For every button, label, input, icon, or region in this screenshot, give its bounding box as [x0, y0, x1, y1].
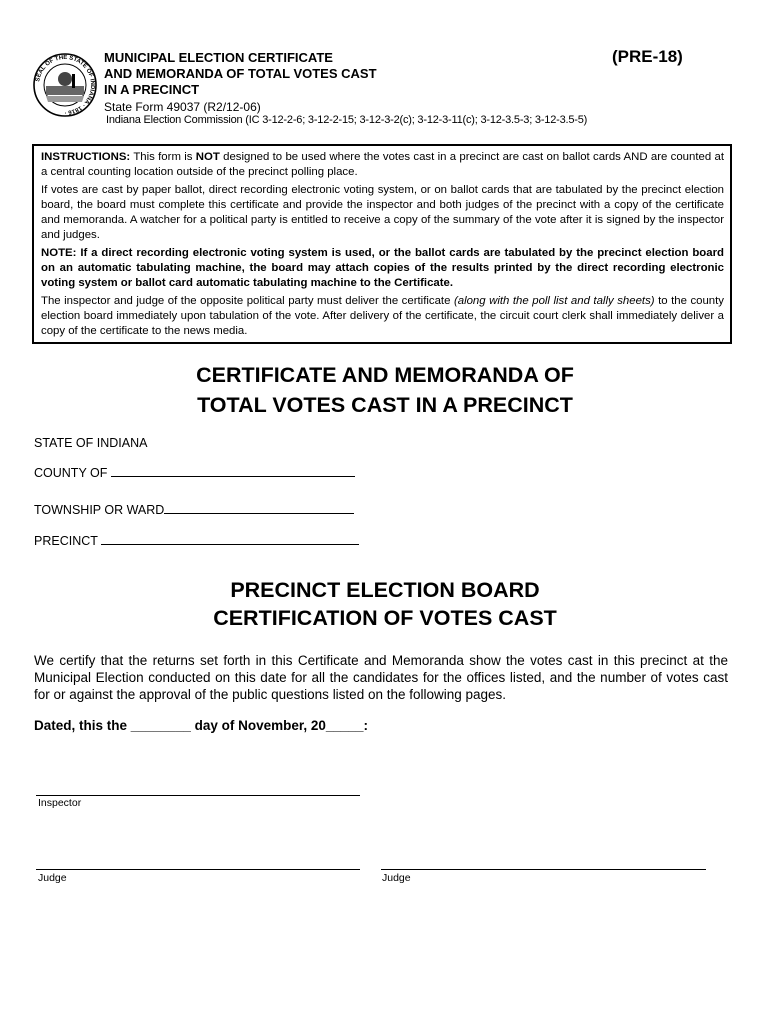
township-input-line[interactable] — [164, 502, 354, 514]
form-code: (PRE-18) — [612, 47, 683, 66]
judge-label: Judge — [382, 872, 411, 884]
instructions-label: INSTRUCTIONS: — [41, 151, 131, 163]
certificate-heading-line: CERTIFICATE AND MEMORANDA OF — [196, 363, 574, 387]
dated-text: day of November, 20 — [190, 718, 326, 733]
state-field-label: STATE OF INDIANA — [34, 436, 148, 450]
instructions-text: This form is — [133, 151, 196, 163]
certificate-heading-line: TOTAL VOTES CAST IN A PRECINCT — [197, 393, 573, 417]
township-label: TOWNSHIP OR WARD — [34, 503, 165, 517]
precinct-field — [34, 533, 359, 548]
state-form-number: State Form 49037 (R2/12-06) — [104, 100, 261, 114]
county-field — [34, 465, 355, 480]
form-title-line: AND MEMORANDA OF TOTAL VOTES CAST — [104, 66, 377, 81]
instructions-italic: (along with the poll list and tally sheets) — [453, 295, 655, 307]
dated-text: Dated, this the — [34, 718, 131, 733]
dated-text: : — [363, 718, 368, 733]
judge-signature-line[interactable] — [381, 869, 706, 870]
svg-text:SEAL OF THE STATE OF INDIANA ·: SEAL OF THE STATE OF INDIANA · 1816 · — [35, 54, 96, 116]
certificate-heading — [0, 360, 770, 420]
instructions-text: The inspector and judge of the opposite political party must deliver the certificate — [41, 295, 454, 307]
dated-line — [34, 718, 368, 733]
instructions-paragraph — [41, 294, 724, 339]
instructions-paragraph: If votes are cast by paper ballot, direct recording electronic voting system, or on ballot cards that are tabulated by the precinct election board, the board must complete this certificate and provide the inspector and both judges of the precinct with a copy of the certificate and memoranda. A watcher for a political party is entitled to receive a copy of the summary of the vote after it is signed by the inspector and judges. — [41, 184, 724, 241]
judge-signature-line[interactable] — [36, 869, 360, 870]
county-label: COUNTY OF — [34, 466, 108, 480]
instructions-paragraph — [41, 150, 724, 180]
instructions-not: NOT — [195, 151, 220, 163]
form-title — [104, 50, 377, 98]
commission-citation: Indiana Election Commission (IC 3-12-2-6; 3-12-2-15; 3-12-3-2(c); 3-12-3-11(c); 3-12-3.5-3; 3-12-3.5-5) — [106, 114, 588, 126]
county-input-line[interactable] — [111, 465, 355, 477]
instructions-text: to the county election board immediately upon tabulation of the vote. After delivery of the certificate, the circuit court clerk shall immediately deliver a copy of the certificate to the news media. — [41, 295, 724, 337]
judge-label: Judge — [38, 872, 67, 884]
instructions-note — [41, 246, 724, 291]
form-title-line: MUNICIPAL ELECTION CERTIFICATE — [104, 50, 333, 65]
note-text: NOTE: If a direct recording electronic voting system is used, or the ballot cards are tabulated by the precinct election board on an automatic tabulating machine, the board may attach copies of the results printed by the direct recording electronic voting system or ballot card automatic tabulating machine to the Certificate. — [41, 247, 724, 289]
instructions-text: designed to be used where the votes cast in a precinct are cast on ballot cards AND are counted at a central counting location outside of the precinct polling place. — [41, 151, 724, 178]
year-blank[interactable]: _____ — [325, 718, 364, 733]
certification-statement: We certify that the returns set forth in this Certificate and Memoranda show the votes cast in this precinct at the Municipal Election conducted on this date for all the candidates for the offices listed, and the number of votes cast for or against the approval of the public questions listed on the following pages. — [34, 653, 728, 702]
form-title-line: IN A PRECINCT — [104, 82, 200, 97]
board-heading — [0, 576, 770, 632]
board-heading-line: PRECINCT ELECTION BOARD — [230, 578, 540, 602]
day-blank[interactable]: ________ — [130, 718, 191, 733]
inspector-label: Inspector — [38, 797, 82, 809]
instructions-box — [32, 144, 732, 344]
township-field — [34, 502, 354, 517]
inspector-signature-line[interactable] — [36, 795, 360, 796]
state-seal-icon — [32, 52, 98, 118]
precinct-input-line[interactable] — [101, 533, 359, 545]
precinct-label: PRECINCT — [34, 534, 98, 548]
board-heading-line: CERTIFICATION OF VOTES CAST — [213, 606, 557, 630]
